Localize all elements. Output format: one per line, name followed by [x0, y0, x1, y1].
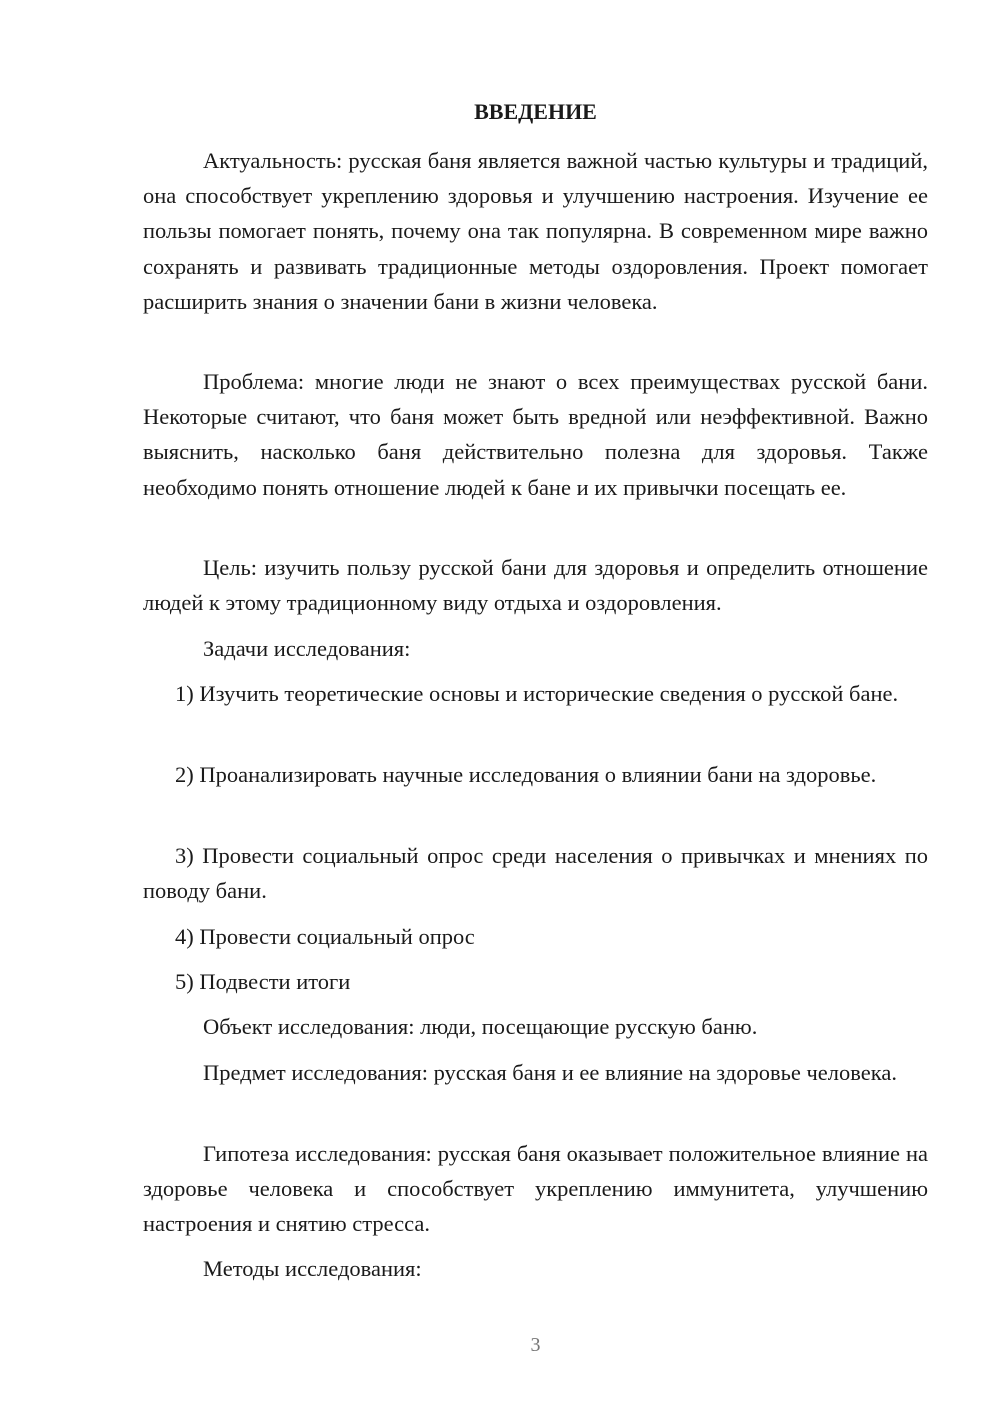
paragraph-relevance: Актуальность: русская баня является важной частью культуры и традиций, она способствует укреплению здоровья и улучшению настроения. Изучение ее пользы помогает понять, почему она так популярна. В современном мире важно сохранять и развивать традиционные методы оздоровления. Проект помогает расширить знания о значении бани в жизни человека. [143, 148, 928, 314]
page-number: 3 [530, 1334, 541, 1356]
task-item-3: 3) Провести социальный опрос среди населения о привычках и мнениях по поводу бани. [143, 843, 928, 904]
paragraph-goal: Цель: изучить пользу русской бани для здоровья и определить отношение людей к этому традиционному виду отдыха и оздоровления. [143, 555, 928, 616]
task-item-1: 1) Изучить теоретические основы и исторические сведения о русской бане. [175, 681, 899, 706]
task-item-5: 5) Подвести итоги [175, 969, 351, 994]
task-item-2: 2) Проанализировать научные исследования о влиянии бани на здоровье. [175, 762, 877, 787]
paragraph-hypothesis: Гипотеза исследования: русская баня оказывает положительное влияние на здоровье человека и способствует укреплению иммунитета, улучшению настроения и снятию стресса. [143, 1141, 928, 1237]
page-title: ВВЕДЕНИЕ [474, 99, 597, 124]
task-item-4: 4) Провести социальный опрос [175, 924, 475, 949]
tasks-heading: Задачи исследования: [203, 636, 411, 661]
paragraph-subject: Предмет исследования: русская баня и ее влияние на здоровье человека. [203, 1060, 897, 1085]
document-page [143, 0, 928, 1414]
paragraph-object: Объект исследования: люди, посещающие русскую баню. [203, 1014, 758, 1039]
paragraph-problem: Проблема: многие люди не знают о всех преимуществах русской бани. Некоторые считают, что баня может быть вредной или неэффективной. Важно выяснить, насколько баня действительно полезна для здоровья. Также необходимо понять отношение людей к бане и их привычки посещать ее. [143, 369, 928, 500]
methods-heading: Методы исследования: [203, 1256, 422, 1281]
